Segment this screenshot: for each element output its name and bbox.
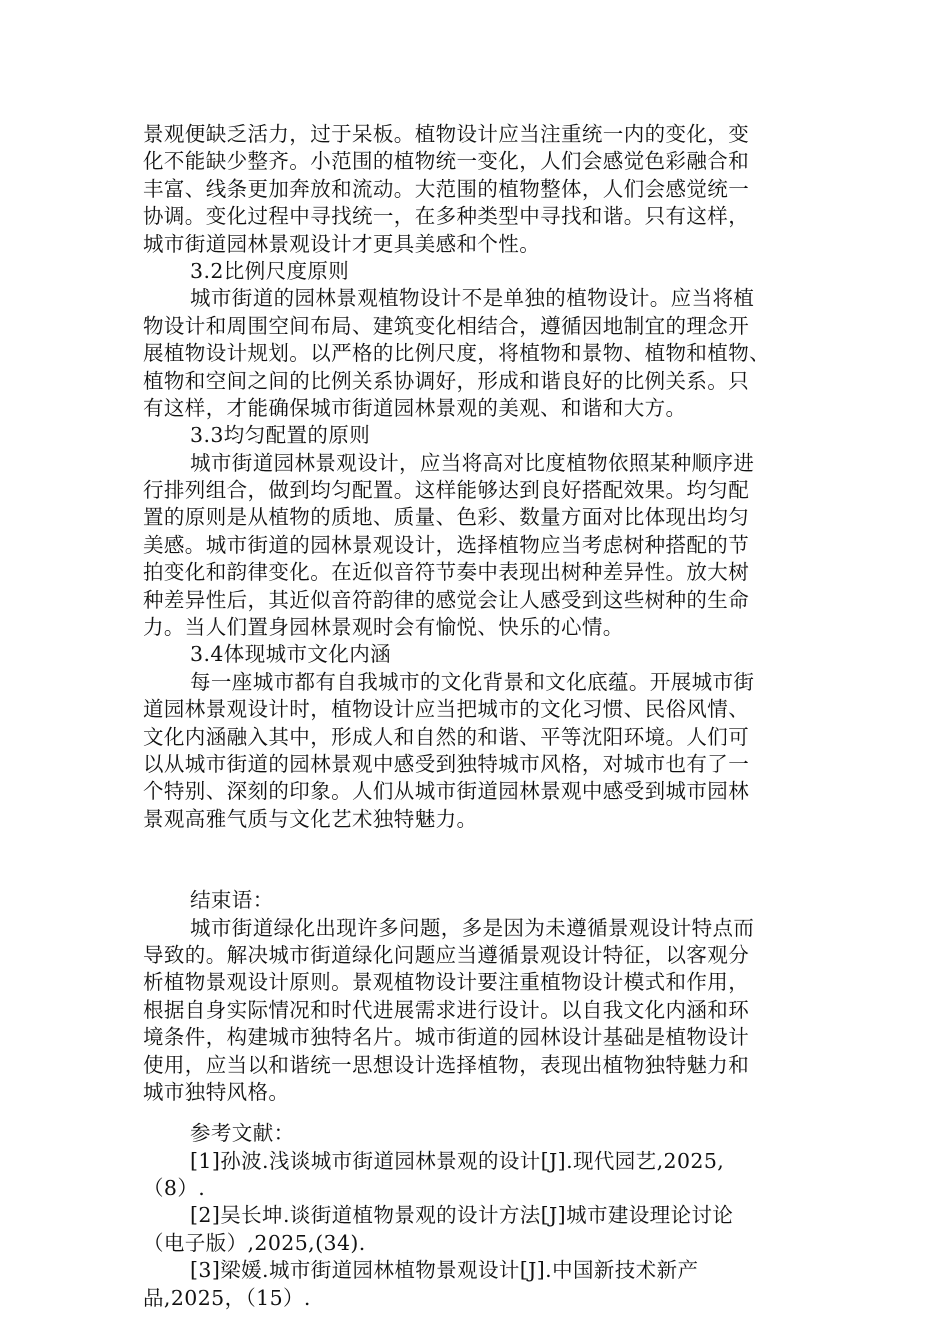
section-heading: 3.3均匀配置的原则 xyxy=(190,423,371,448)
paragraph-line: 有这样，才能确保城市街道园林景观的美观、和谐和大方。 xyxy=(143,395,687,420)
spacer xyxy=(143,1106,813,1120)
paragraph-line: 丰富、线条更加奔放和流动。大范围的植物整体，人们会感觉统一 xyxy=(143,176,750,201)
reference-line: （电子版）,2025,(34). xyxy=(143,1230,366,1255)
section-3-1-continued xyxy=(143,121,813,258)
paragraph-line: 美感。城市街道的园林景观设计，选择植物应当考虑树种搭配的节 xyxy=(143,532,750,557)
spacer xyxy=(143,833,813,887)
paragraph-line: 物设计和周围空间布局、建筑变化相结合，遵循因地制宜的理念开 xyxy=(143,313,750,338)
reference-line: 品,2025，（15）. xyxy=(143,1285,311,1310)
paragraph-line: 城市街道园林景观设计，应当将高对比度植物依照某种顺序进 xyxy=(190,450,755,475)
section-3-3 xyxy=(143,422,813,641)
paragraph-line: 城市独特风格。 xyxy=(143,1079,290,1104)
section-3-2 xyxy=(143,258,813,422)
paragraph-line: 景观高雅气质与文化艺术独特魅力。 xyxy=(143,806,478,831)
paragraph-line: 个特别、深刻的印象。人们从城市街道园林景观中感受到城市园林 xyxy=(143,779,750,804)
paragraph-line: 每一座城市都有自我城市的文化背景和文化底蕴。开展城市街 xyxy=(190,669,755,694)
paragraph-line: 根据自身实际情况和时代进展需求进行设计。以自我文化内涵和环 xyxy=(143,997,750,1022)
paragraph-line: 城市街道园林景观设计才更具美感和个性。 xyxy=(143,231,541,256)
paragraph-line: 城市街道绿化出现许多问题，多是因为未遵循景观设计特点而 xyxy=(190,915,755,940)
paragraph-line: 城市街道的园林景观植物设计不是单独的植物设计。应当将植 xyxy=(190,286,755,311)
paragraph-line: 导致的。解决城市街道绿化问题应当遵循景观设计特征，以客观分 xyxy=(143,942,750,967)
document-page xyxy=(143,121,813,1312)
reference-line: [2]吴长坤.谈街道植物景观的设计方法[J]城市建设理论讨论 xyxy=(190,1203,734,1228)
references-heading: 参考文献： xyxy=(190,1121,295,1146)
paragraph-line: 展植物设计规划。以严格的比例尺度，将植物和景物、植物和植物、 xyxy=(143,341,770,366)
paragraph-line: 力。当人们置身园林景观时会有愉悦、快乐的心情。 xyxy=(143,615,624,640)
paragraph-line: 化不能缺少整齐。小范围的植物统一变化，人们会感觉色彩融合和 xyxy=(143,149,750,174)
section-heading: 3.4体现城市文化内涵 xyxy=(190,642,392,667)
paragraph-line: 种差异性后，其近似音符韵律的感觉会让人感受到这些树种的生命 xyxy=(143,587,750,612)
reference-line: [3]梁媛.城市街道园林植物景观设计[J].中国新技术新产 xyxy=(190,1258,699,1283)
paragraph-line: 使用，应当以和谐统一思想设计选择植物，表现出植物独特魅力和 xyxy=(143,1052,750,1077)
paragraph-line: 析植物景观设计原则。景观植物设计要注重植物设计模式和作用， xyxy=(143,970,750,995)
section-heading: 3.2比例尺度原则 xyxy=(190,258,350,283)
reference-line: （8）. xyxy=(143,1176,206,1201)
paragraph-line: 文化内涵融入其中，形成人和自然的和谐、平等沈阳环境。人们可 xyxy=(143,724,750,749)
paragraph-line: 协调。变化过程中寻找统一，在多种类型中寻找和谐。只有这样， xyxy=(143,204,750,229)
conclusion-section xyxy=(143,887,813,1106)
paragraph-line: 以从城市街道的园林景观中感受到独特城市风格，对城市也有了一 xyxy=(143,751,750,776)
paragraph-line: 景观便缺乏活力，过于呆板。植物设计应当注重统一内的变化，变 xyxy=(143,122,750,146)
paragraph-line: 行排列组合，做到均匀配置。这样能够达到良好搭配效果。均匀配 xyxy=(143,478,750,503)
paragraph-line: 境条件，构建城市独特名片。城市街道的园林设计基础是植物设计 xyxy=(143,1025,750,1050)
references-section xyxy=(143,1120,813,1312)
paragraph-line: 置的原则是从植物的质地、质量、色彩、数量方面对比体现出均匀 xyxy=(143,505,750,530)
reference-line: [1]孙波.浅谈城市街道园林景观的设计[J].现代园艺,2025, xyxy=(190,1148,725,1173)
paragraph-line: 道园林景观设计时，植物设计应当把城市的文化习惯、民俗风情、 xyxy=(143,697,750,722)
paragraph-line: 植物和空间之间的比例关系协调好，形成和谐良好的比例关系。只 xyxy=(143,368,750,393)
conclusion-heading: 结束语： xyxy=(190,888,274,913)
paragraph-line: 拍变化和韵律变化。在近似音符节奏中表现出树种差异性。放大树 xyxy=(143,560,750,585)
section-3-4 xyxy=(143,641,813,833)
